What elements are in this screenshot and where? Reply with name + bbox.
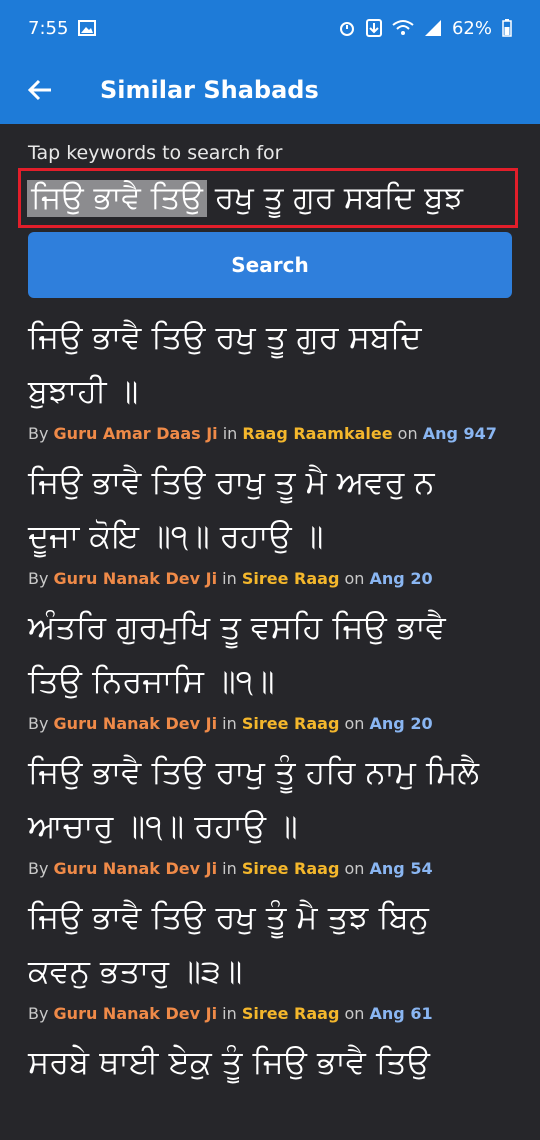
keyword-selector[interactable] xyxy=(18,168,518,228)
shabad-text[interactable]: ਜਿਉ ਭਾਵੈ ਤਿਉ ਰਾਖੁ ਤੂ ਮੈ ਅਵਰੁ ਨ ਦੂਜਾ ਕੋਇ ॥੧॥ ਰਹਾਉ ॥ xyxy=(28,463,435,555)
raag-link[interactable]: Siree Raag xyxy=(241,569,340,588)
result-item[interactable] xyxy=(28,600,518,733)
on-label: on xyxy=(344,1004,365,1023)
battery-icon xyxy=(502,19,512,37)
in-label: in xyxy=(222,714,237,733)
ang-link[interactable]: Ang 54 xyxy=(369,859,433,878)
alarm-icon xyxy=(338,19,356,37)
search-hint: Tap keywords to search for xyxy=(28,142,283,164)
shabad-text[interactable]: ਜਿਉ ਭਾਵੈ ਤਿਉ ਰਖੁ ਤੂ ਗੁਰ ਸਬਦਿ ਬੁਝਾਹੀ ॥ xyxy=(28,318,422,410)
in-label: in xyxy=(222,569,237,588)
status-bar xyxy=(0,0,540,56)
author-link[interactable]: Guru Nanak Dev Ji xyxy=(53,1004,218,1023)
by-label: By xyxy=(28,859,49,878)
by-label: By xyxy=(28,424,49,443)
battery-percent: 62% xyxy=(451,17,492,39)
signal-icon xyxy=(424,19,442,37)
shabad-text[interactable]: ਸਰਬੇ ਥਾਈ ਏਕੁ ਤੂੰ ਜਿਉ ਭਾਵੈ ਤਿਉ xyxy=(28,1043,430,1081)
by-label: By xyxy=(28,1004,49,1023)
result-item[interactable] xyxy=(28,455,518,588)
result-item[interactable] xyxy=(28,745,518,878)
on-label: on xyxy=(344,569,365,588)
ang-link[interactable]: Ang 61 xyxy=(369,1004,433,1023)
on-label: on xyxy=(344,714,365,733)
author-link[interactable]: Guru Nanak Dev Ji xyxy=(53,859,218,878)
author-link[interactable]: Guru Amar Daas Ji xyxy=(53,424,218,443)
in-label: in xyxy=(222,859,237,878)
on-label: on xyxy=(344,859,365,878)
ang-link[interactable]: Ang 20 xyxy=(369,714,433,733)
result-item[interactable] xyxy=(28,890,518,1023)
raag-link[interactable]: Raag Raamkalee xyxy=(242,424,393,443)
shabad-text[interactable]: ਅੰਤਰਿ ਗੁਰਮੁਖਿ ਤੂ ਵਸਹਿ ਜਿਉ ਭਾਵੈ ਤਿਉ ਨਿਰਜਾਸਿ ॥੧॥ xyxy=(28,608,446,700)
ang-link[interactable]: Ang 947 xyxy=(422,424,497,443)
results-list xyxy=(28,310,518,1097)
result-meta xyxy=(28,1004,518,1023)
arrow-left-icon[interactable] xyxy=(20,70,60,110)
image-icon xyxy=(78,20,96,36)
ang-link[interactable]: Ang 20 xyxy=(369,569,433,588)
result-item[interactable] xyxy=(28,1035,518,1089)
result-item[interactable] xyxy=(28,310,518,443)
raag-link[interactable]: Siree Raag xyxy=(241,714,340,733)
shabad-text[interactable]: ਜਿਉ ਭਾਵੈ ਤਿਉ ਰਾਖੁ ਤੂੰ ਹਰਿ ਨਾਮੁ ਮਿਲੈ ਆਚਾਰੁ ॥੧॥ ਰਹਾਉ ॥ xyxy=(28,753,480,845)
on-label: on xyxy=(397,424,418,443)
download-icon xyxy=(366,19,382,37)
result-meta xyxy=(28,569,518,588)
app-bar xyxy=(0,0,540,124)
wifi-icon xyxy=(392,19,414,37)
result-meta xyxy=(28,859,518,878)
shabad-text[interactable]: ਜਿਉ ਭਾਵੈ ਤਿਉ ਰਖੁ ਤੂੰ ਮੈ ਤੁਝ ਬਿਨੁ ਕਵਨੁ ਭਤਾਰੁ ॥੩॥ xyxy=(28,898,429,990)
by-label: By xyxy=(28,714,49,733)
search-button[interactable]: Search xyxy=(28,232,512,298)
raag-link[interactable]: Siree Raag xyxy=(241,859,340,878)
unselected-keywords[interactable]: ਰਖੁ ਤੂ ਗੁਰ ਸਬਦਿ ਬੁਝ xyxy=(214,179,464,216)
author-link[interactable]: Guru Nanak Dev Ji xyxy=(53,569,218,588)
status-time: 7:55 xyxy=(28,17,69,39)
selected-keywords[interactable]: ਜਿਉ ਭਾਵੈ ਤਿਉ xyxy=(27,180,207,217)
author-link[interactable]: Guru Nanak Dev Ji xyxy=(53,714,218,733)
raag-link[interactable]: Siree Raag xyxy=(241,1004,340,1023)
page-title: Similar Shabads xyxy=(100,76,319,104)
result-meta xyxy=(28,424,518,443)
by-label: By xyxy=(28,569,49,588)
result-meta xyxy=(28,714,518,733)
in-label: in xyxy=(222,1004,237,1023)
toolbar xyxy=(0,56,540,124)
in-label: in xyxy=(222,424,238,443)
